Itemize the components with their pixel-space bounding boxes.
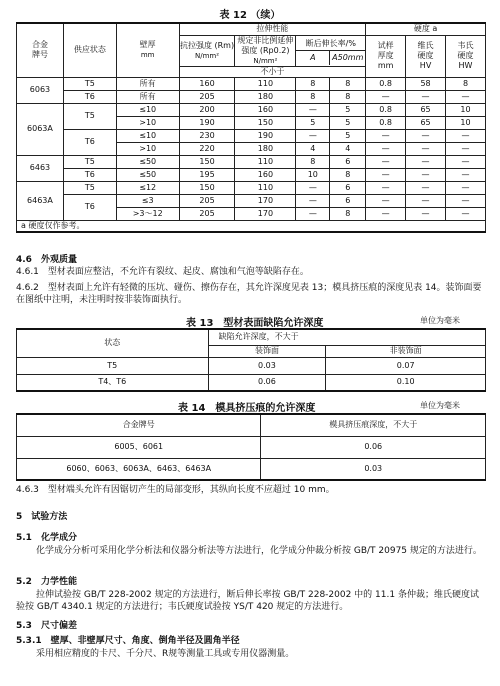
table12-title: 表 12 （续） bbox=[219, 10, 281, 21]
cell-th: 所有 bbox=[116, 90, 179, 103]
table12-row bbox=[17, 181, 486, 194]
t13-row-dec: 0.06 bbox=[208, 374, 326, 391]
t13-col-state: 状态 bbox=[17, 329, 209, 357]
cell-a: — bbox=[296, 181, 330, 194]
cell-a50: 5 bbox=[330, 129, 366, 142]
cell-hw: — bbox=[446, 194, 486, 207]
col-elong: 断后伸长率/% A A50mm bbox=[296, 35, 366, 66]
cell-hv: 58 bbox=[406, 77, 446, 90]
t13-row-state: T4、T6 bbox=[17, 374, 209, 391]
cell-a50: 6 bbox=[330, 155, 366, 168]
table14-unit: 单位为毫米 bbox=[420, 401, 460, 410]
cell-sp: — bbox=[366, 194, 406, 207]
cell-th: ≤10 bbox=[116, 103, 179, 116]
col-hv: 维氏 硬度 HV bbox=[406, 35, 446, 77]
cell-rp: 170 bbox=[235, 194, 296, 207]
cell-a: 4 bbox=[296, 142, 330, 155]
cell-hw: — bbox=[446, 181, 486, 194]
cell-hv: — bbox=[406, 207, 446, 220]
cell-rm: 205 bbox=[179, 207, 235, 220]
cell-th: ≤12 bbox=[116, 181, 179, 194]
cell-sp: — bbox=[366, 168, 406, 181]
col-alloy: 合金 牌号 bbox=[17, 23, 64, 77]
cell-hv: — bbox=[406, 90, 446, 103]
cell-sp: — bbox=[366, 90, 406, 103]
section-5-3-heading: 5.3 尺寸偏差 bbox=[16, 621, 77, 631]
cell-temper: T5 bbox=[63, 155, 116, 168]
cell-rm: 190 bbox=[179, 116, 235, 129]
cell-rm: 150 bbox=[179, 181, 235, 194]
cell-temper: T6 bbox=[63, 129, 116, 155]
table13-unit: 单位为毫米 bbox=[420, 316, 460, 325]
t13-col-dec: 装饰面 bbox=[208, 345, 326, 357]
cell-hv: — bbox=[406, 129, 446, 142]
table12-row bbox=[17, 90, 486, 103]
cell-temper: T6 bbox=[63, 90, 116, 103]
cell-hw: — bbox=[446, 90, 486, 103]
t14-row-alloy: 6005、6061 bbox=[17, 436, 261, 458]
cell-a50: 8 bbox=[330, 90, 366, 103]
cell-hw: 10 bbox=[446, 116, 486, 129]
t13-row-nondec: 0.07 bbox=[326, 357, 486, 374]
cell-a50: 6 bbox=[330, 181, 366, 194]
col-rm: 抗拉强度 (Rm) N/mm² bbox=[179, 35, 235, 66]
cell-temper: T6 bbox=[63, 194, 116, 220]
cell-hw: 8 bbox=[446, 77, 486, 90]
cell-rp: 170 bbox=[235, 207, 296, 220]
cell-a50: 8 bbox=[330, 168, 366, 181]
cell-hw: — bbox=[446, 207, 486, 220]
table12-row bbox=[17, 155, 486, 168]
table14 bbox=[16, 413, 486, 481]
cell-rp: 160 bbox=[235, 168, 296, 181]
para-4-6-3: 4.6.3 型材端头允许有因锯切产生的局部变形，其纵向长度不应超过 10 mm。 bbox=[16, 485, 335, 495]
cell-rp: 110 bbox=[235, 181, 296, 194]
cell-a: 10 bbox=[296, 168, 330, 181]
cell-hv: 65 bbox=[406, 103, 446, 116]
table12-row bbox=[17, 168, 486, 181]
cell-rm: 195 bbox=[179, 168, 235, 181]
cell-a: 5 bbox=[296, 116, 330, 129]
section-5-2-heading: 5.2 力学性能 bbox=[16, 577, 77, 587]
cell-alloy: 6463 bbox=[17, 155, 64, 181]
cell-th: ≤10 bbox=[116, 129, 179, 142]
cell-hw: 10 bbox=[446, 103, 486, 116]
cell-hv: — bbox=[406, 155, 446, 168]
cell-temper: T5 bbox=[63, 77, 116, 90]
t14-col-alloy: 合金牌号 bbox=[17, 414, 261, 436]
t13-col-nondec: 非装饰面 bbox=[326, 345, 486, 357]
table13-title: 表 13 型材表面缺陷允许深度 bbox=[186, 318, 324, 329]
cell-a50: 8 bbox=[330, 77, 366, 90]
cell-hv: — bbox=[406, 142, 446, 155]
cell-temper: T5 bbox=[63, 181, 116, 194]
cell-rp: 150 bbox=[235, 116, 296, 129]
t14-row-depth: 0.03 bbox=[261, 458, 486, 480]
cell-hv: — bbox=[406, 181, 446, 194]
col-hw: 韦氏 硬度 HW bbox=[446, 35, 486, 77]
cell-th: ≤50 bbox=[116, 168, 179, 181]
col-thickness: 壁厚 mm bbox=[116, 23, 179, 77]
cell-a50: 8 bbox=[330, 207, 366, 220]
cell-a: 8 bbox=[296, 77, 330, 90]
cell-a50: 4 bbox=[330, 142, 366, 155]
cell-sp: 0.8 bbox=[366, 77, 406, 90]
section-5-3-1-heading: 5.3.1 壁厚、非壁厚尺寸、角度、倒角半径及圆角半径 bbox=[16, 636, 240, 646]
t13-row-dec: 0.03 bbox=[208, 357, 326, 374]
cell-a: 8 bbox=[296, 90, 330, 103]
cell-rp: 190 bbox=[235, 129, 296, 142]
cell-sp: 0.8 bbox=[366, 116, 406, 129]
cell-temper: T5 bbox=[63, 103, 116, 129]
cell-rm: 220 bbox=[179, 142, 235, 155]
col-temper: 供应状态 bbox=[63, 23, 116, 77]
table12-row bbox=[17, 77, 486, 90]
cell-rp: 160 bbox=[235, 103, 296, 116]
cell-sp: — bbox=[366, 142, 406, 155]
table12-note: a 硬度仅作参考。 bbox=[17, 220, 486, 232]
cell-a50: 5 bbox=[330, 116, 366, 129]
cell-a50: 5 bbox=[330, 103, 366, 116]
para-5-3-1: 采用相应精度的卡尺、千分尺、R规等测量工具或专用仪器测量。 bbox=[36, 649, 295, 659]
cell-rp: 180 bbox=[235, 142, 296, 155]
cell-alloy: 6463A bbox=[17, 181, 64, 220]
not-less-than: 不小于 bbox=[179, 66, 366, 77]
cell-th: >3～12 bbox=[116, 207, 179, 220]
section-5-heading: 5 试验方法 bbox=[16, 512, 68, 522]
t13-row-nondec: 0.10 bbox=[326, 374, 486, 391]
cell-th: ≤50 bbox=[116, 155, 179, 168]
cell-a: — bbox=[296, 194, 330, 207]
cell-alloy: 6063A bbox=[17, 103, 64, 155]
col-hardness-group: 硬度 a bbox=[366, 23, 486, 35]
cell-hv: — bbox=[406, 194, 446, 207]
table12 bbox=[16, 22, 486, 233]
cell-a: — bbox=[296, 103, 330, 116]
cell-sp: — bbox=[366, 129, 406, 142]
section-4-6-heading: 4.6 外观质量 bbox=[16, 255, 77, 265]
cell-th: >10 bbox=[116, 116, 179, 129]
t13-row-state: T5 bbox=[17, 357, 209, 374]
cell-hv: — bbox=[406, 168, 446, 181]
cell-sp: — bbox=[366, 155, 406, 168]
cell-a: — bbox=[296, 129, 330, 142]
cell-rm: 160 bbox=[179, 77, 235, 90]
t14-row-alloy: 6060、6063、6063A、6463、6463A bbox=[17, 458, 261, 480]
col-tensile-group: 拉伸性能 bbox=[179, 23, 366, 35]
cell-sp: — bbox=[366, 207, 406, 220]
cell-a: — bbox=[296, 207, 330, 220]
cell-sp: 0.8 bbox=[366, 103, 406, 116]
table12-row bbox=[17, 129, 486, 142]
cell-rm: 205 bbox=[179, 194, 235, 207]
cell-a: 8 bbox=[296, 155, 330, 168]
cell-hw: — bbox=[446, 129, 486, 142]
para-4-6-1: 4.6.1 型材表面应整洁，不允许有裂纹、起皮、腐蚀和气泡等缺陷存在。 bbox=[16, 267, 309, 277]
cell-rp: 110 bbox=[235, 77, 296, 90]
cell-rm: 230 bbox=[179, 129, 235, 142]
table12-row bbox=[17, 194, 486, 207]
cell-rm: 200 bbox=[179, 103, 235, 116]
table14-title: 表 14 模具挤压痕的允许深度 bbox=[178, 403, 316, 414]
cell-th: 所有 bbox=[116, 77, 179, 90]
para-5-2: 拉伸试验按 GB/T 228-2002 规定的方法进行，断后伸长率按 GB/T 228-2002 中的 11.1 条仲裁；维氏硬度试验按 GB/T 4340.1 规定的方法进行；韦氏硬度试验按 YS/T 420 规定的方法进行。 bbox=[16, 590, 479, 612]
col-specimen: 试样 厚度 mm bbox=[366, 35, 406, 77]
cell-hv: 65 bbox=[406, 116, 446, 129]
cell-temper: T6 bbox=[63, 168, 116, 181]
cell-th: >10 bbox=[116, 142, 179, 155]
table12-row bbox=[17, 103, 486, 116]
cell-rp: 110 bbox=[235, 155, 296, 168]
cell-hw: — bbox=[446, 155, 486, 168]
para-4-6-2: 4.6.2 型材表面上允许有轻微的压坑、碰伤、擦伤存在，其允许深度见表 13；模具挤压痕的深度见表 14。装饰面要在图纸中注明，未注明时按非装饰面执行。 bbox=[16, 283, 482, 305]
cell-rm: 205 bbox=[179, 90, 235, 103]
table13 bbox=[16, 328, 486, 392]
cell-sp: — bbox=[366, 181, 406, 194]
cell-a50: 6 bbox=[330, 194, 366, 207]
t13-col-depth: 缺陷允许深度，不大于 bbox=[208, 329, 485, 345]
t14-col-depth: 模具挤压痕深度，不大于 bbox=[261, 414, 486, 436]
cell-rm: 150 bbox=[179, 155, 235, 168]
cell-hw: — bbox=[446, 142, 486, 155]
cell-hw: — bbox=[446, 168, 486, 181]
section-5-1-heading: 5.1 化学成分 bbox=[16, 533, 77, 543]
col-rp: 规定非比例延伸强度 (Rp0.2) N/mm² bbox=[235, 35, 296, 66]
cell-alloy: 6063 bbox=[17, 77, 64, 103]
t14-row-depth: 0.06 bbox=[261, 436, 486, 458]
cell-rp: 180 bbox=[235, 90, 296, 103]
cell-th: ≤3 bbox=[116, 194, 179, 207]
para-5-1: 化学成分分析可采用化学分析法和仪器分析法等方法进行，化学成分仲裁分析按 GB/T 20975 规定的方法进行。 bbox=[36, 546, 482, 556]
